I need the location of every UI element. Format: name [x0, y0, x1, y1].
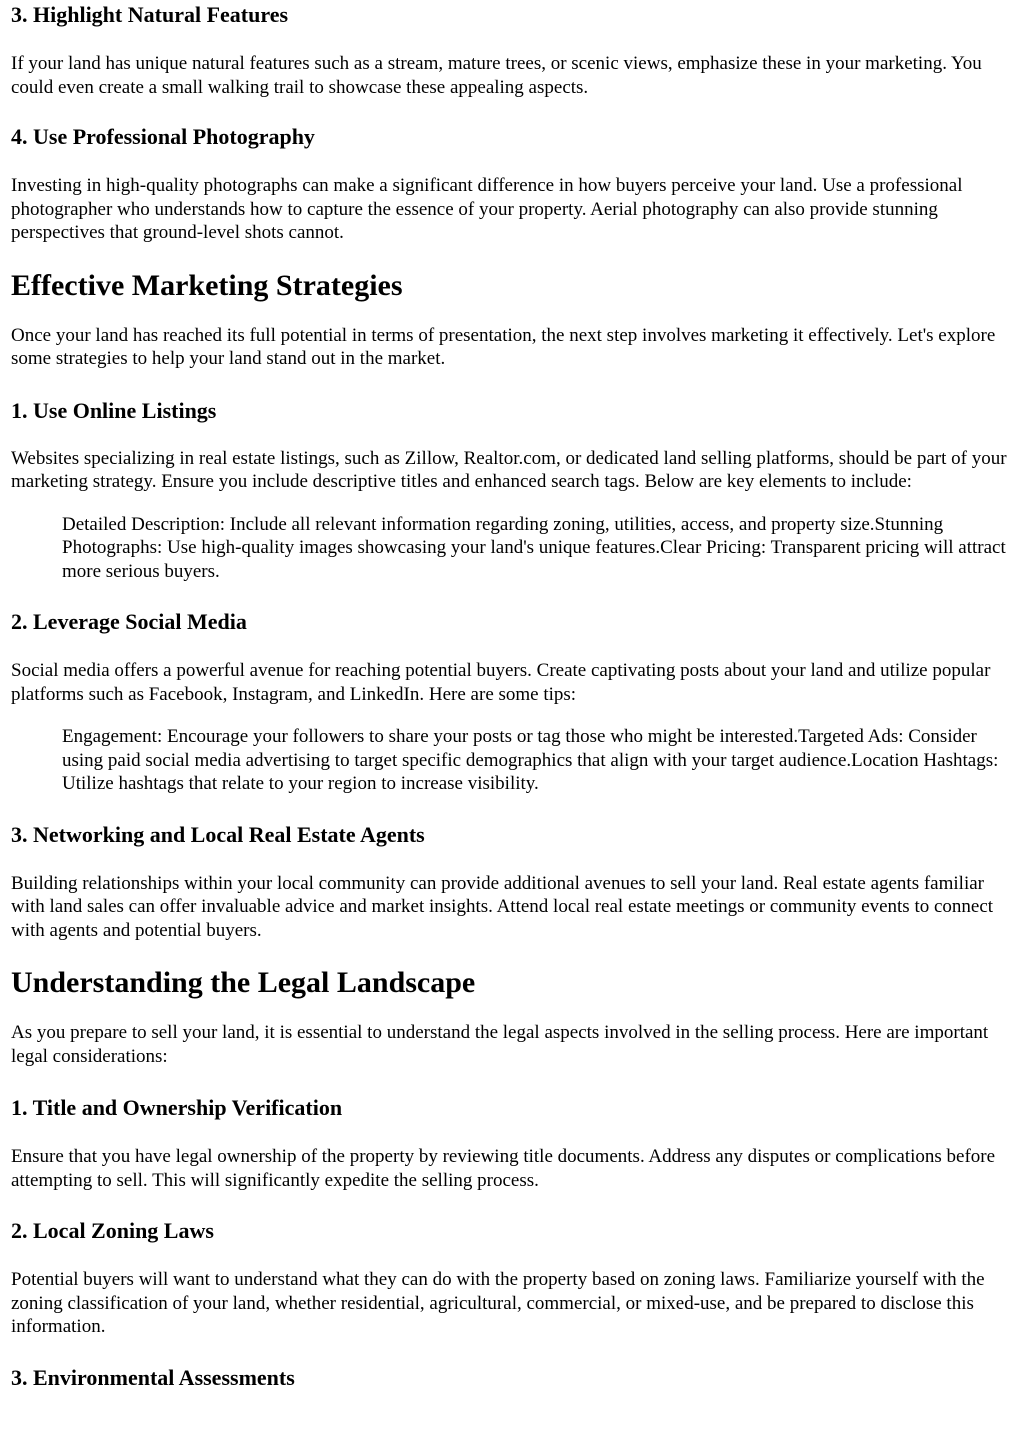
article-body [0, 2, 1024, 1391]
paragraph-natural-features: If your land has unique natural features such as a stream, mature trees, or scenic views, emphasize these in your marketing. You could even create a small walking trail to showcase these appealing aspects. [11, 53, 982, 98]
paragraph-marketing-intro: Once your land has reached its full potential in terms of presentation, the next step involves marketing it effectively. Let's explore some strategies to help your land stand out in the market. [11, 324, 996, 369]
paragraph-zoning-laws: Potential buyers will want to understand what they can do with the property based on zoning laws. Familiarize yourself with the zoning classification of your land, whether residential, agricultural, commercial, or mixed-use, and be prepared to disclose this information. [11, 1269, 985, 1337]
paragraph-social-media: Social media offers a powerful avenue for reaching potential buyers. Create captivating posts about your land and utilize popular platforms such as Facebook, Instagram, and LinkedIn. Here are some tips: [11, 660, 991, 705]
heading-legal-landscape: Understanding the Legal Landscape [11, 966, 476, 999]
heading-environmental-assessments: 3. Environmental Assessments [11, 1364, 295, 1390]
paragraph-legal-intro: As you prepare to sell your land, it is essential to understand the legal aspects involved in the selling process. Here are important legal considerations: [11, 1022, 989, 1067]
heading-title-ownership: 1. Title and Ownership Verification [11, 1095, 343, 1120]
paragraph-online-listings: Websites specializing in real estate listings, such as Zillow, Realtor.com, or dedicated land selling platforms, should be part of your marketing strategy. Ensure you include descriptive titles and enhanced search tags. Below are key elements to include: [11, 447, 1007, 492]
quote-social-media-tips: Engagement: Encourage your followers to share your posts or tag those who might be interested.Targeted Ads: Consider using paid social media advertising to target specific demographics that align with your target audience.Location Hashtags: Utilize hashtags that relate to your region to increase visibility. [62, 726, 999, 794]
paragraph-title-ownership: Ensure that you have legal ownership of the property by reviewing title documents. Address any disputes or complications before attempting to sell. This will significantly expedite the selling process. [11, 1146, 996, 1191]
heading-highlight-natural-features: 3. Highlight Natural Features [11, 2, 289, 27]
heading-online-listings: 1. Use Online Listings [11, 397, 217, 423]
paragraph-networking: Building relationships within your local community can provide additional avenues to sell your land. Real estate agents familiar with land sales can offer invaluable advice and market insights. Attend local real estate meetings or community events to connect with agents and potential buyers. [11, 872, 994, 941]
heading-professional-photography: 4. Use Professional Photography [11, 124, 315, 149]
heading-local-zoning-laws: 2. Local Zoning Laws [11, 1218, 214, 1243]
paragraph-professional-photography: Investing in high-quality photographs can make a significant difference in how buyers perceive your land. Use a professional photographer who understands how to capture the essence of your property. Aerial photography can also provide stunning perspectives that ground-level shots cannot. [11, 175, 963, 243]
heading-effective-marketing-strategies: Effective Marketing Strategies [11, 268, 403, 302]
heading-leverage-social-media: 2. Leverage Social Media [11, 609, 247, 634]
quote-listing-elements: Detailed Description: Include all relevant information regarding zoning, utilities, access, and property size.Stunning Photographs: Use high-quality images showcasing your land's unique features.Clear Pricing: Transparent pricing will attract more serious buyers. [62, 513, 1006, 582]
heading-networking-agents: 3. Networking and Local Real Estate Agents [11, 821, 425, 847]
